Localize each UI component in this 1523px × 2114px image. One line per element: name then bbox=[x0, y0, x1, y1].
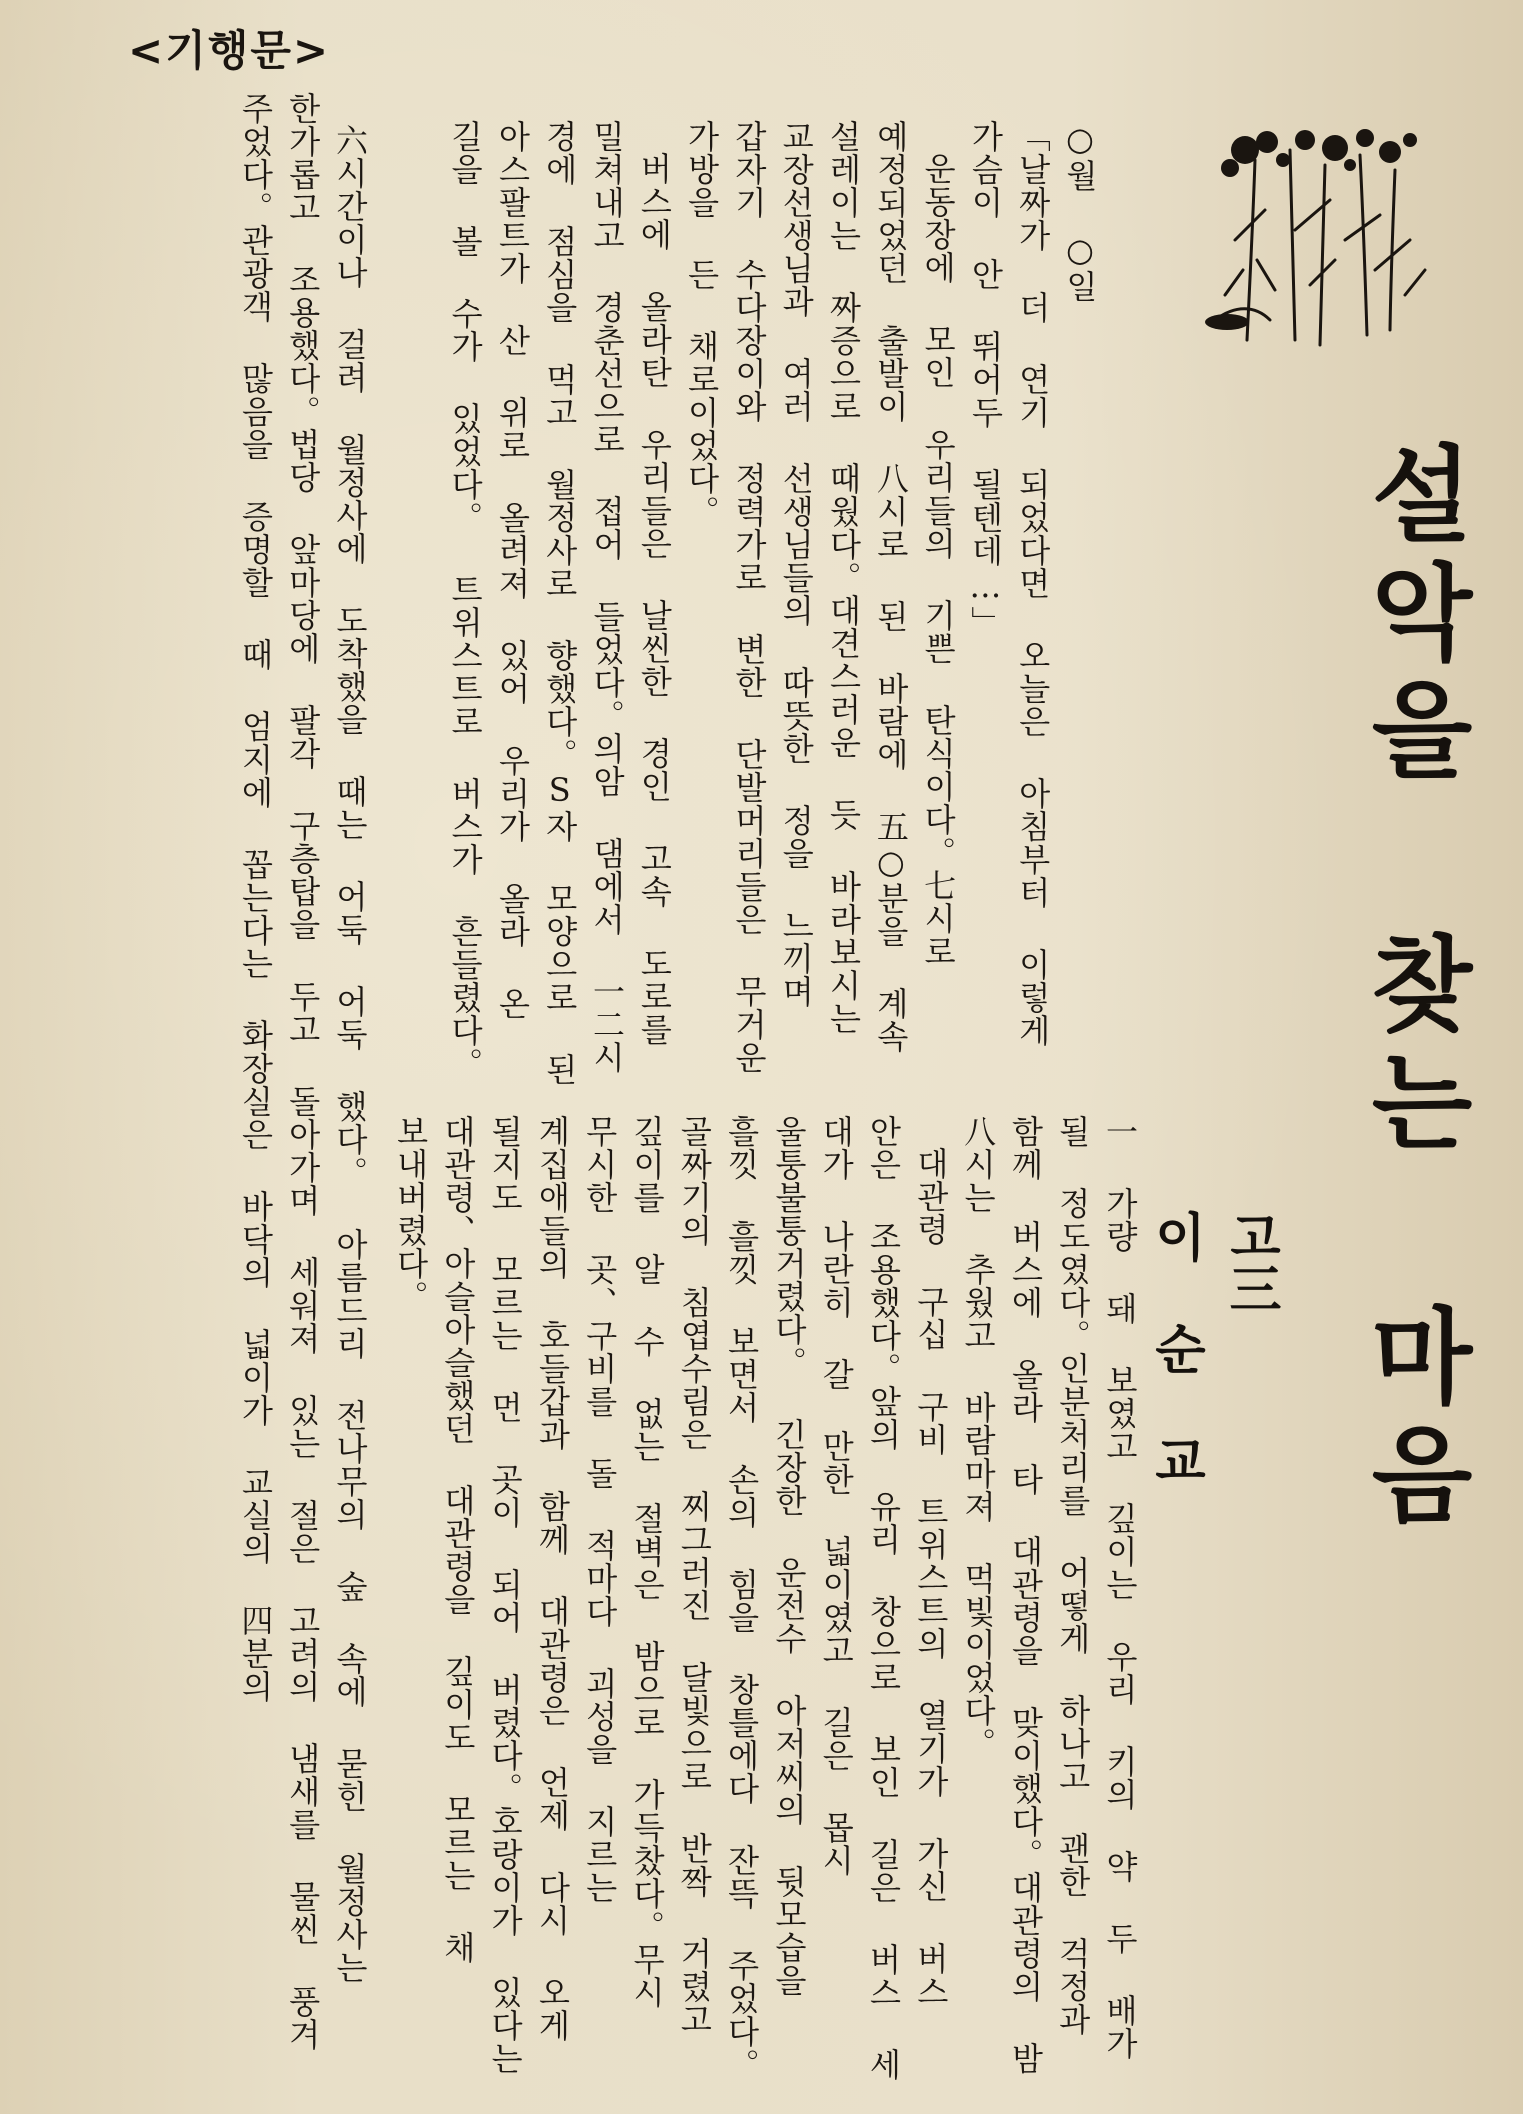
bamboo-sketch-illustration bbox=[1195, 120, 1435, 350]
body-paragraph bbox=[383, 1115, 386, 2100]
body-paragraph: 「날짜가 더 연기 되었다면 오늘은 아침부터 이렇게 가슴이 안 뛰어두 될텐데…」 bbox=[966, 120, 1052, 1047]
author-class: 고三 bbox=[1220, 1210, 1280, 1314]
body-paragraph: 운동장에 모인 우리들의 기쁜 탄식이다。七시로 예정되었던 출발이 八시로 된 바람에 五○분을 계속 설레이는 짜증으로 때웠다。대견스러운 듯 바라보시는 교장선생님과 여러 선생님들의 따뜻한 정을 느끼며 갑자기 수다장이와 정력가로 변한 단발머리들은 무거운 가방을 든 채로이었다。 bbox=[682, 120, 958, 1074]
body-column-far-left bbox=[103, 92, 373, 2092]
article-title: 설악을 찾는 마음 bbox=[1352, 440, 1474, 1538]
body-paragraph: 버스에 올라탄 우리들은 날씬한 경인 고속 도로를 밀쳐내고 경춘선으로 접어 들었다。의암 댐에서 一二시 경에 점심을 먹고 월정사로 향했다。S자 모양으로 된 아스팔트가 산 위로 올려져 있어 우리가 올라 온 길을 볼 수가 있었다。 트위스트로 버스가 흔들렸다。 bbox=[446, 120, 674, 1086]
body-paragraph: 六시간이나 걸려 월정사에 도착했을 때는 어둑 어둑 했다。 아름드리 전나무의 숲 속에 묻힌 월정사는 한가롭고 조용했다。법당 앞마당에 팔각 구층탑을 두고 돌아가며 세워져 있는 절은 고려의 냄새를 물씬 풍겨 주었다。관광객 많음을 증명할 때 엄지에 꼽는다는 화장실은 바닥의 넓이가 교실의 四분의 bbox=[236, 92, 369, 2051]
body-column-right bbox=[393, 120, 1103, 1090]
body-paragraph: 대관령 구십 구비 트위스트의 열기가 가신 버스 안은 조용했다。앞의 유리 창으로 보인 길은 버스 세 대가 나란히 갈 만한 넓이였고 길은 몹시 울퉁불퉁거렸다。 긴장한 운전수 아저씨의 뒷모습을 흘낏 흘낏 보면서 손의 힘을 창틀에다 잔뜩 주었다。골짜기의 침엽수림은 찌그러진 달빛으로 반짝 거렸고 깊이를 알 수 없는 절벽은 밤으로 가득찼다。무시 무시한 곳、구비를 돌 적마다 괴성을 지르는 계집애들의 호들갑과 함께 대관령은 언제 다시 오게 될지도 모르는 먼 곳이 되어 버렸다。호랑이가 있다는 대관령、아슬아슬했던 대관령을 깊이도 모르는 채 보내버렸다。 bbox=[391, 1115, 950, 2081]
date-line: ○월 ○일 bbox=[1061, 120, 1099, 303]
body-column-lower bbox=[383, 1115, 1143, 2100]
author-name: 이 순 교 bbox=[1145, 1210, 1205, 1486]
author-byline bbox=[1145, 1210, 1288, 1930]
section-label: <기행문> bbox=[128, 26, 331, 75]
body-paragraph: 一 가량 돼 보였고 깊이는 우리 키의 약 두 배가 될 정도였다。인분처리를 어떻게 하나고 괜한 걱정과 함께 버스에 올라 타 대관령을 맞이했다。대관령의 밤 八시는 추웠고 바람마져 먹빛이었다。 bbox=[959, 1115, 1139, 2075]
